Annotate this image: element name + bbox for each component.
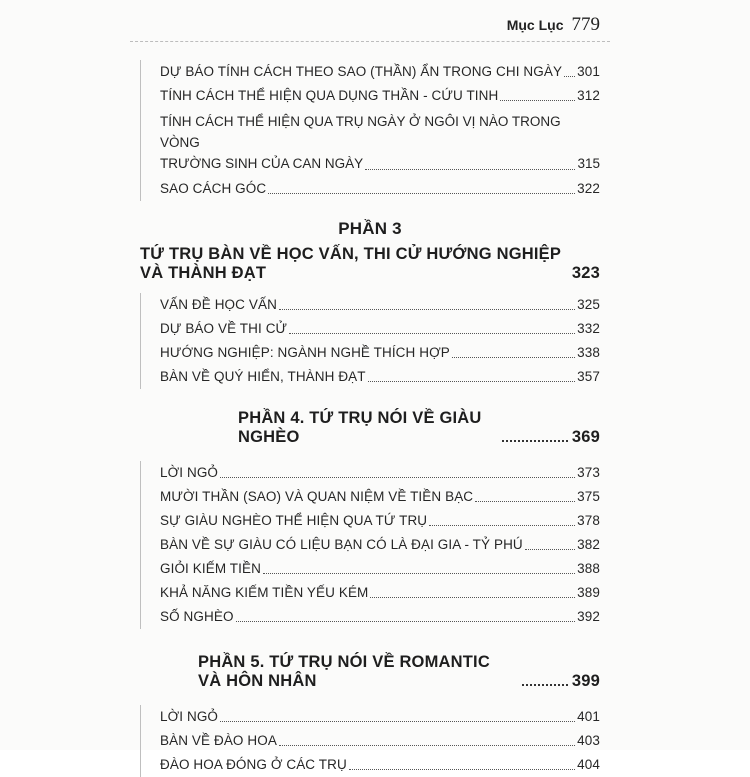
toc-entry: [160, 84, 600, 108]
part-4-heading: [140, 409, 600, 447]
toc-entry: [160, 60, 600, 84]
dot-leader: [236, 621, 576, 622]
dot-leader: [475, 501, 575, 502]
part-3-page: 323: [571, 264, 600, 282]
toc-entry: [160, 317, 600, 341]
part-3-heading: [140, 245, 600, 283]
entry-title: ĐÀO HOA ĐÓNG Ở CÁC TRỤ: [160, 757, 347, 772]
header-rule: [130, 41, 610, 42]
entry-title: SAO CÁCH GÓC: [160, 181, 267, 196]
entry-title: BÀN VỀ ĐÀO HOA: [160, 733, 277, 748]
entry-page: 404: [577, 757, 600, 772]
group-bracket: [140, 461, 141, 629]
entry-page: 315: [577, 156, 600, 171]
group-bracket: [140, 293, 141, 389]
entry-title: LỜI NGỎ: [160, 709, 219, 724]
toc-entry: [160, 557, 600, 581]
entry-page: 357: [577, 369, 600, 384]
toc-entry: [160, 365, 600, 389]
entry-title: DỰ BÁO VỀ THI CỬ: [160, 321, 288, 336]
entry-page: 332: [577, 321, 600, 336]
entry-title: BÀN VỀ SỰ GIÀU CÓ LIỆU BẠN CÓ LÀ ĐẠI GIA - TỶ PHÚ: [160, 537, 523, 552]
running-head-section: Mục Lục: [506, 17, 564, 33]
part-3-title: TỨ TRỤ BÀN VỀ HỌC VẤN, THI CỬ HƯỚNG NGHIỆP VÀ THÀNH ĐẠT: [140, 245, 561, 282]
toc-entry: [160, 705, 600, 729]
entry-title: MƯỜI THẦN (SAO) VÀ QUAN NIỆM VỀ TIỀN BẠC: [160, 489, 474, 504]
dot-leader: [502, 440, 568, 442]
entry-title-line1: TÍNH CÁCH THỂ HIỆN QUA TRỤ NGÀY Ở NGÔI VỊ NÀO TRONG VÒNG: [160, 114, 561, 150]
entry-page: 378: [577, 513, 600, 528]
toc-entry: [160, 485, 600, 509]
toc-entry: [160, 509, 600, 533]
dot-leader: [452, 357, 575, 358]
entry-title: GIỎI KIẾM TIỀN: [160, 561, 261, 576]
dot-leader: [263, 573, 575, 574]
entry-title: HƯỚNG NGHIỆP: NGÀNH NGHỀ THÍCH HỢP: [160, 345, 450, 360]
dot-leader: [522, 684, 568, 686]
toc-entry: [160, 729, 600, 753]
page-number: 779: [571, 14, 600, 35]
group-bracket: [140, 705, 141, 777]
dot-leader: [429, 525, 575, 526]
entry-page: 388: [577, 561, 600, 576]
dot-leader: [268, 193, 575, 194]
entry-page: 389: [577, 585, 600, 600]
entry-title: BÀN VỀ QUÝ HIỂN, THÀNH ĐẠT: [160, 369, 366, 384]
part-4-page: 369: [571, 428, 600, 446]
toc-entry: [160, 341, 600, 365]
dot-leader: [365, 169, 575, 170]
toc-content: [140, 60, 600, 777]
entry-title: DỰ BÁO TÍNH CÁCH THEO SAO (THẦN) ẨN TRONG CHI NGÀY: [160, 64, 563, 79]
toc-entry: [160, 293, 600, 317]
entry-page: 338: [577, 345, 600, 360]
toc-entry: [160, 108, 600, 177]
entry-page: 392: [577, 609, 600, 624]
entry-title: SỰ GIÀU NGHÈO THỂ HIỆN QUA TỨ TRỤ: [160, 513, 428, 528]
group-bracket: [140, 60, 141, 201]
dot-leader: [500, 100, 575, 101]
entry-page: 301: [577, 64, 600, 79]
toc-entry: [160, 461, 600, 485]
part-3-label: PHẦN 3: [338, 219, 402, 238]
entry-title: TÍNH CÁCH THỂ HIỆN QUA DỤNG THẦN - CỨU TINH: [160, 88, 499, 103]
entry-page: 322: [577, 181, 600, 196]
toc-group-continued: [140, 60, 600, 201]
entry-page: 375: [577, 489, 600, 504]
toc-entry: [160, 581, 600, 605]
entry-title-line2: TRƯỜNG SINH CỦA CAN NGÀY: [160, 156, 364, 171]
running-head: [507, 14, 600, 36]
dot-leader: [279, 745, 575, 746]
dot-leader: [368, 381, 576, 382]
entry-title: KHẢ NĂNG KIẾM TIỀN YẾU KÉM: [160, 585, 369, 600]
entry-page: 403: [577, 733, 600, 748]
dot-leader: [349, 769, 575, 770]
dot-leader: [220, 477, 575, 478]
toc-entry: [160, 177, 600, 201]
entry-title: SỐ NGHÈO: [160, 609, 234, 624]
dot-leader: [525, 549, 575, 550]
dot-leader: [220, 721, 575, 722]
toc-entry: [160, 605, 600, 629]
entry-page: 401: [577, 709, 600, 724]
entry-page: 325: [577, 297, 600, 312]
toc-entry: [160, 753, 600, 777]
part-4-title: PHẦN 4. TỨ TRỤ NÓI VỀ GIÀU NGHÈO: [238, 409, 482, 446]
dot-leader: [289, 333, 575, 334]
dot-leader: [370, 597, 575, 598]
entry-title: LỜI NGỎ: [160, 465, 219, 480]
toc-group-part-5: [140, 705, 600, 777]
part-5-page: 399: [571, 672, 600, 690]
entry-page: 312: [577, 88, 600, 103]
toc-group-part-3: [140, 293, 600, 389]
entry-title: VẤN ĐỀ HỌC VẤN: [160, 297, 277, 312]
entry-page: 382: [577, 537, 600, 552]
dot-leader: [279, 309, 575, 310]
entry-page: 373: [577, 465, 600, 480]
toc-entry: [160, 533, 600, 557]
part-5-heading: [140, 653, 600, 691]
toc-group-part-4: [140, 461, 600, 629]
part-5-title: PHẦN 5. TỨ TRỤ NÓI VỀ ROMANTIC VÀ HÔN NHÂN: [198, 653, 490, 690]
dot-leader: [564, 76, 575, 77]
